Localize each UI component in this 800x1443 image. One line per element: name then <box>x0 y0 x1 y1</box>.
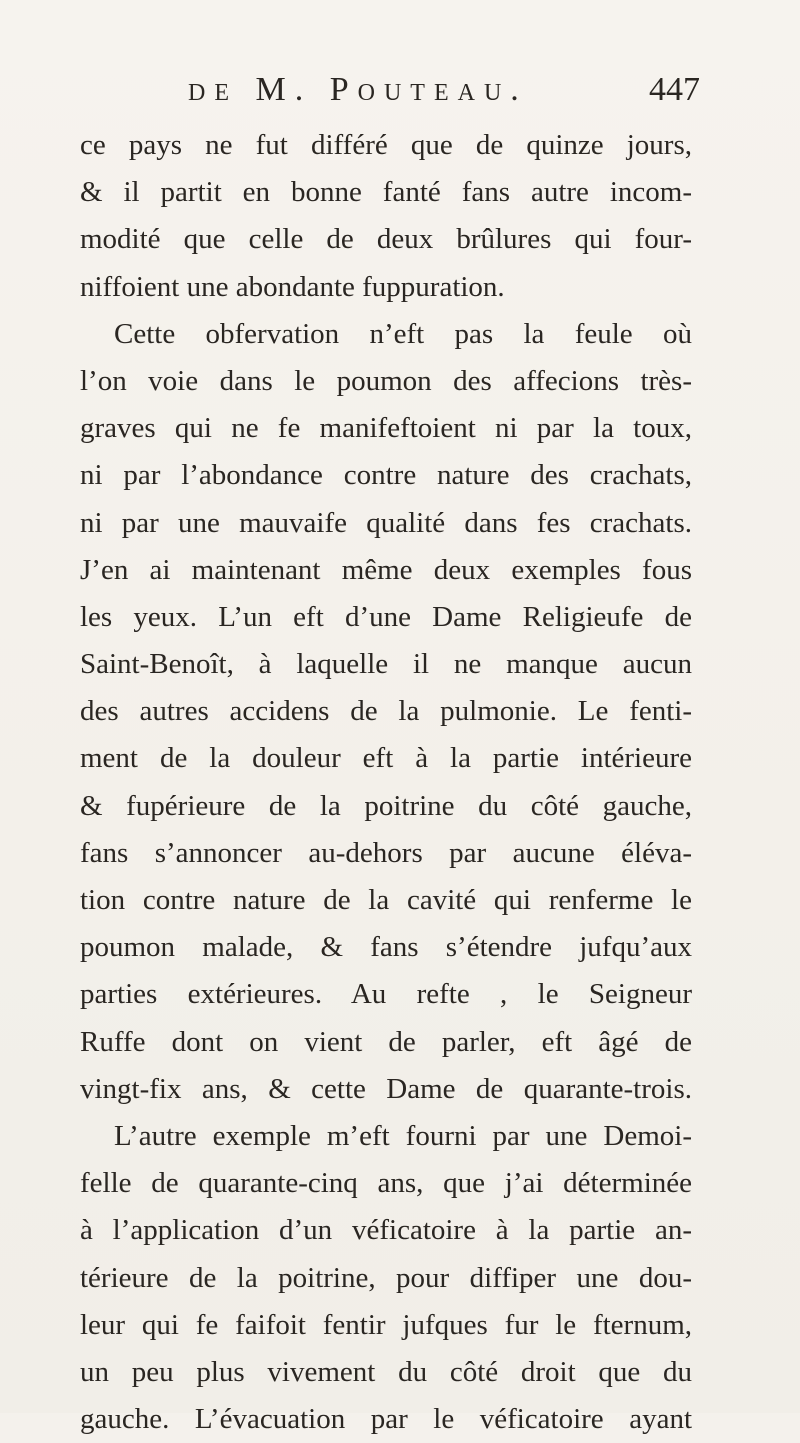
text-line: Ruffe dont on vient de parler, eft âgé de <box>80 1025 692 1058</box>
text-line: niffoient une abondante fuppuration. <box>80 270 505 303</box>
text-line: gauche. L’évacuation par le véficatoire ayant <box>80 1403 692 1436</box>
text-line: modité que celle de deux brûlures qui four- <box>80 223 692 256</box>
text-line: & il partit en bonne fanté fans autre incom- <box>80 176 692 209</box>
running-title: de M. Pouteau. <box>188 71 528 108</box>
text-line: l’on voie dans le poumon des affecions très- <box>80 364 692 397</box>
text-line: poumon malade, & fans s’étendre jufqu’aux <box>80 931 692 964</box>
text-line: un peu plus vivement du côté droit que du <box>80 1355 692 1388</box>
text-line: ce pays ne fut différé que de quinze jours, <box>80 129 692 161</box>
text-line: parties extérieures. Au refte , le Seigneur <box>80 978 692 1011</box>
text-line: vingt-fix ans, & cette Dame de quarante-trois. <box>80 1072 692 1105</box>
page-number: 447 <box>649 71 700 108</box>
text-line: ni par une mauvaife qualité dans fes crachats. <box>80 506 692 539</box>
body-text <box>80 122 692 1443</box>
text-line: Cette obfervation n’eft pas la feule où <box>114 317 692 350</box>
text-line: ni par l’abondance contre nature des crachats, <box>80 459 692 492</box>
text-line: fans s’annoncer au-dehors par aucune éléva- <box>80 836 692 869</box>
text-line: Saint-Benoît, à laquelle il ne manque aucun <box>80 648 692 681</box>
text-line: les yeux. L’un eft d’une Dame Religieufe de <box>80 600 692 633</box>
text-line: leur qui fe faifoit fentir jufques fur le fternum, <box>80 1308 692 1341</box>
text-line: des autres accidens de la pulmonie. Le fenti- <box>80 695 692 728</box>
text-line: felle de quarante-cinq ans, que j’ai déterminée <box>80 1167 692 1200</box>
running-head <box>80 70 700 120</box>
text-line: à l’application d’un véficatoire à la partie an- <box>80 1214 692 1247</box>
text-line: & fupérieure de la poitrine du côté gauche, <box>80 789 692 822</box>
text-line: tion contre nature de la cavité qui renferme le <box>80 884 692 916</box>
text-line: L’autre exemple m’eft fourni par une Demoi- <box>114 1119 692 1152</box>
text-line: térieure de la poitrine, pour diffiper une dou- <box>80 1261 692 1294</box>
text-line: J’en ai maintenant même deux exemples fous <box>80 553 692 586</box>
text-line: ment de la douleur eft à la partie intérieure <box>80 742 692 775</box>
text-line: graves qui ne fe manifeftoient ni par la toux, <box>80 412 692 445</box>
